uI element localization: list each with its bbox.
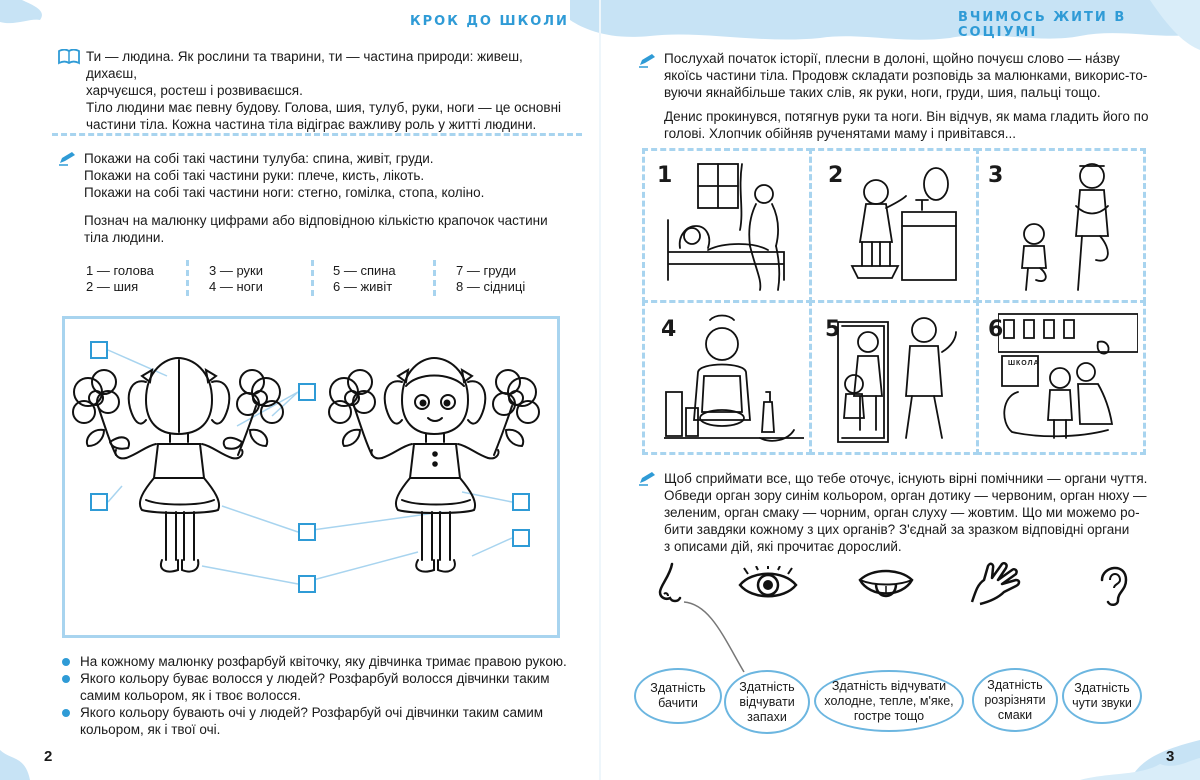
mark-task: Познач на малюнку цифрами або відповідною кількістю крапочок частини тіла людини. [84, 213, 548, 245]
girl-back-illustration [66, 350, 296, 590]
mouth-icon[interactable] [858, 568, 914, 604]
ear-icon[interactable] [1096, 560, 1132, 608]
book-icon [58, 49, 80, 65]
show-tasks: Покажи на собі такі частини тулуба: спина, живіт, груди. Покажи на собі такі частини руки: плече, кисть, лікоть. Покажи на собі такі частини ноги: стегно, гомілка, стопа, коліно. [84, 151, 485, 200]
bullet-item-3: Якого кольору бувають очі у людей? Розфарбуй очі дівчинки таким самим кольором, як і твої очі. [80, 705, 544, 737]
senses-task: Щоб сприймати все, що тебе оточує, існують вірні помічники — органи чуття. Обведи орган зору синім кольором, орган дотику — червоним, орган нюху — зеленим, орган смаку — чорним, орган слуху — жовтим. Що ми можемо ро- бити завдяки кожному з цих органів? З'єднай за зразком відповідні органи з описами дій, які прочитає дорослий. [664, 471, 1148, 554]
page-number-right: 3 [1166, 748, 1175, 765]
ability-oval-smell[interactable]: Здатність відчувати запахи [724, 670, 810, 734]
pencil-icon [638, 470, 658, 486]
story-start: Денис прокинувся, потягнув руки та ноги. Він відчув, як мама гладить його по голові. Хлопчик обійняв рученятами маму і привітався... [664, 109, 1149, 141]
left-header-title: КРОК ДО ШКОЛИ [410, 14, 569, 29]
panel-number: 5 [825, 317, 841, 342]
ability-oval-taste[interactable]: Здатність розрізняти смаки [972, 668, 1058, 732]
panel-3-illustration [1000, 160, 1140, 295]
panel-number: 1 [657, 163, 673, 188]
panel-number: 2 [828, 163, 844, 188]
panel-number: 6 [988, 317, 1004, 342]
bullet-dot [62, 709, 70, 717]
legend-col-1: 1 — голова 2 — шия [86, 263, 154, 294]
girl-front-illustration [322, 350, 552, 590]
legend-col-2: 3 — руки 4 — ноги [209, 263, 263, 294]
ability-oval-touch[interactable]: Здатність відчувати холодне, тепле, м'яке, гостре тощо [814, 670, 964, 732]
divider [52, 133, 582, 136]
answer-box[interactable] [298, 383, 316, 401]
right-header-title: ВЧИМОСЬ ЖИТИ В СОЦІУМІ [958, 10, 1127, 40]
legend-divider [186, 260, 189, 296]
panel-6-illustration [998, 312, 1138, 447]
pencil-icon [638, 52, 658, 68]
legend-col-4: 7 — груди 8 — сідниці [456, 263, 526, 294]
ability-oval-see[interactable]: Здатність бачити [634, 668, 722, 724]
hand-icon[interactable] [968, 562, 1028, 606]
panel-1-illustration [664, 160, 804, 295]
bullet-dot [62, 675, 70, 683]
bullet-item-2: Якого кольору буває волосся у людей? Розфарбуй волосся дівчинки таким самим кольором, як і твоє волосся. [80, 671, 550, 703]
ability-oval-hear[interactable]: Здатність чути звуки [1062, 668, 1142, 724]
page-gutter [599, 0, 601, 780]
bullet-item-1: На кожному малюнку розфарбуй квіточку, яку дівчинка тримає правою рукою. [80, 654, 567, 669]
panel-number: 4 [661, 317, 677, 342]
page-number-left: 2 [44, 748, 53, 765]
bullet-dot [62, 658, 70, 666]
pencil-icon [58, 150, 78, 166]
school-sign: ШКОЛА [1008, 360, 1040, 367]
story-task: Послухай початок історії, плесни в долоні, щойно почуєш слово — на́зву якоїсь частини тіла. Продовж складати розповідь за малюнками, викорис-то- вуючи якнайбільше таких слів, як руки, ноги, груди, шия, пальці тощо. [664, 51, 1148, 100]
panel-4-illustration [664, 312, 804, 447]
panel-number: 3 [988, 163, 1004, 188]
panel-5-illustration [832, 312, 972, 447]
panel-2-illustration [832, 160, 972, 295]
answer-box[interactable] [298, 523, 316, 541]
legend-divider [311, 260, 314, 296]
answer-box[interactable] [298, 575, 316, 593]
example-connector [680, 598, 760, 678]
intro-text: Ти — людина. Як рослини та тварини, ти — частина природи: живеш, дихаєш, харчуєшся, ростеш і розвиваєшся. Тіло людини має певну будову. Голова, шия, тулуб, руки, ноги — це основні частини тіла. Кожна частина тіла відіграє важливу роль у житті людини. [86, 49, 562, 132]
legend-divider [433, 260, 436, 296]
legend-col-3: 5 — спина 6 — живіт [333, 263, 396, 294]
